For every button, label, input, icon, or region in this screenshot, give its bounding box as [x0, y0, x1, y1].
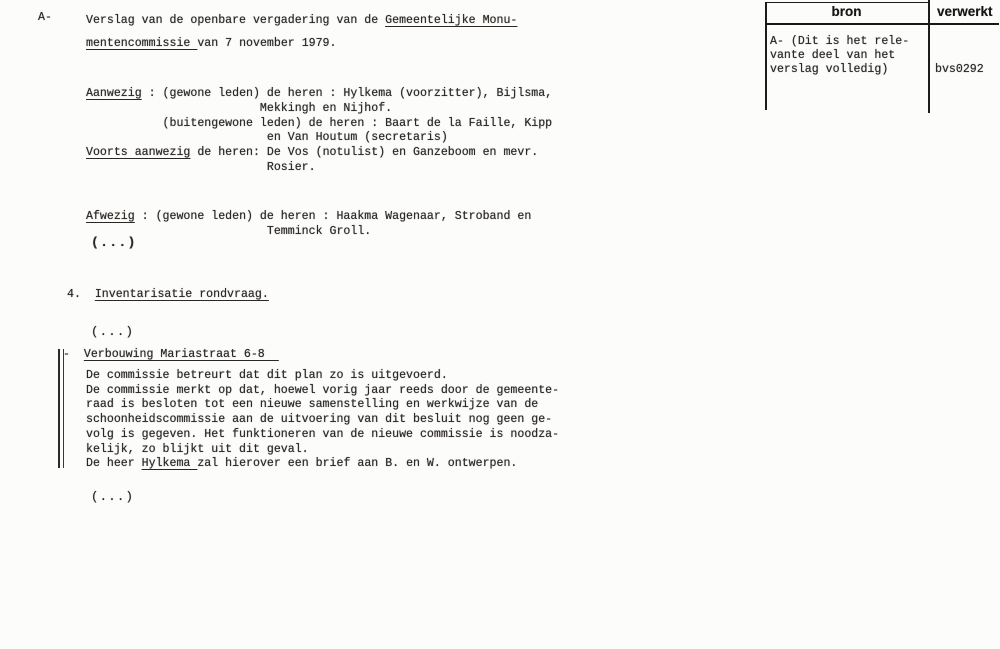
- text-line: kelijk, zo blijkt uit dit geval.: [86, 442, 309, 456]
- text-line: De heer Hylkema zal hierover een brief aan B. en W. ontwerpen.: [86, 457, 518, 471]
- text-line: schoonheidscommissie aan de uitvoering van dit besluit nog geen ge-: [86, 413, 553, 427]
- agenda-item-4-heading: [67, 288, 269, 301]
- verwerkt-column-header: verwerkt: [937, 4, 993, 19]
- text-line: 4. Inventarisatie rondvraag.: [67, 288, 269, 301]
- text-line: Afwezig : (gewone leden) de heren : Haakma Wagenaar, Stroband en: [86, 210, 532, 223]
- subitem-mariastraat-heading: [63, 348, 279, 361]
- margin-label: A-: [38, 11, 52, 24]
- text-line: verslag volledig): [770, 63, 889, 77]
- stamp-table: [765, 0, 1000, 113]
- text-line: Verslag van de openbare vergadering van de Gemeentelijke Monu-: [86, 14, 518, 27]
- report-title: [86, 10, 517, 55]
- text-line: Mekkingh en Nijhof.: [86, 101, 393, 115]
- stamp-table-column-divider: [928, 0, 930, 113]
- verwerkt-cell-code: bvs0292: [935, 63, 984, 76]
- omission-ellipsis-3: (...): [91, 490, 135, 504]
- text-line: vante deel van het: [770, 49, 896, 63]
- text-line: raad is besloten tot een nieuwe samenstelling en werkwijze van de: [86, 398, 539, 412]
- bron-column-header: bron: [831, 4, 862, 19]
- attendance-list: [86, 87, 552, 176]
- stamp-table-header-rule: [765, 23, 999, 25]
- text-line: mentencommissie van 7 november 1979.: [86, 36, 337, 50]
- text-line: Voorts aanwezig de heren: De Vos (notulist) en Ganzeboom en mevr.: [86, 146, 539, 160]
- bron-cell-note: [770, 35, 909, 78]
- margin-emphasis-rule: [58, 349, 64, 468]
- text-line: (buitengewone leden) de heren : Baart de la Faille, Kipp: [86, 116, 553, 130]
- text-line: Aanwezig : (gewone leden) de heren : Hylkema (voorzitter), Bijlsma,: [86, 87, 553, 100]
- omission-ellipsis-1: (...): [91, 235, 137, 250]
- omission-ellipsis-2: (...): [91, 325, 135, 339]
- text-line: A- (Dit is het rele-: [770, 35, 910, 48]
- text-line: De commissie merkt op dat, hoewel vorig jaar reeds door de gemeente-: [86, 383, 560, 397]
- text-line: Rosier.: [86, 160, 316, 174]
- text-line: De commissie betreurt dat dit plan zo is uitgevoerd.: [86, 369, 448, 382]
- text-line: - Verbouwing Mariastraat 6-8: [63, 348, 279, 361]
- text-line: en Van Houtum (secretaris): [86, 131, 448, 145]
- mariastraat-paragraph: [86, 369, 559, 472]
- text-line: volg is gegeven. Het funktioneren van de nieuwe commissie is noodza-: [86, 427, 560, 441]
- text-line: Temminck Groll.: [86, 224, 372, 238]
- absentees-list: [86, 210, 531, 240]
